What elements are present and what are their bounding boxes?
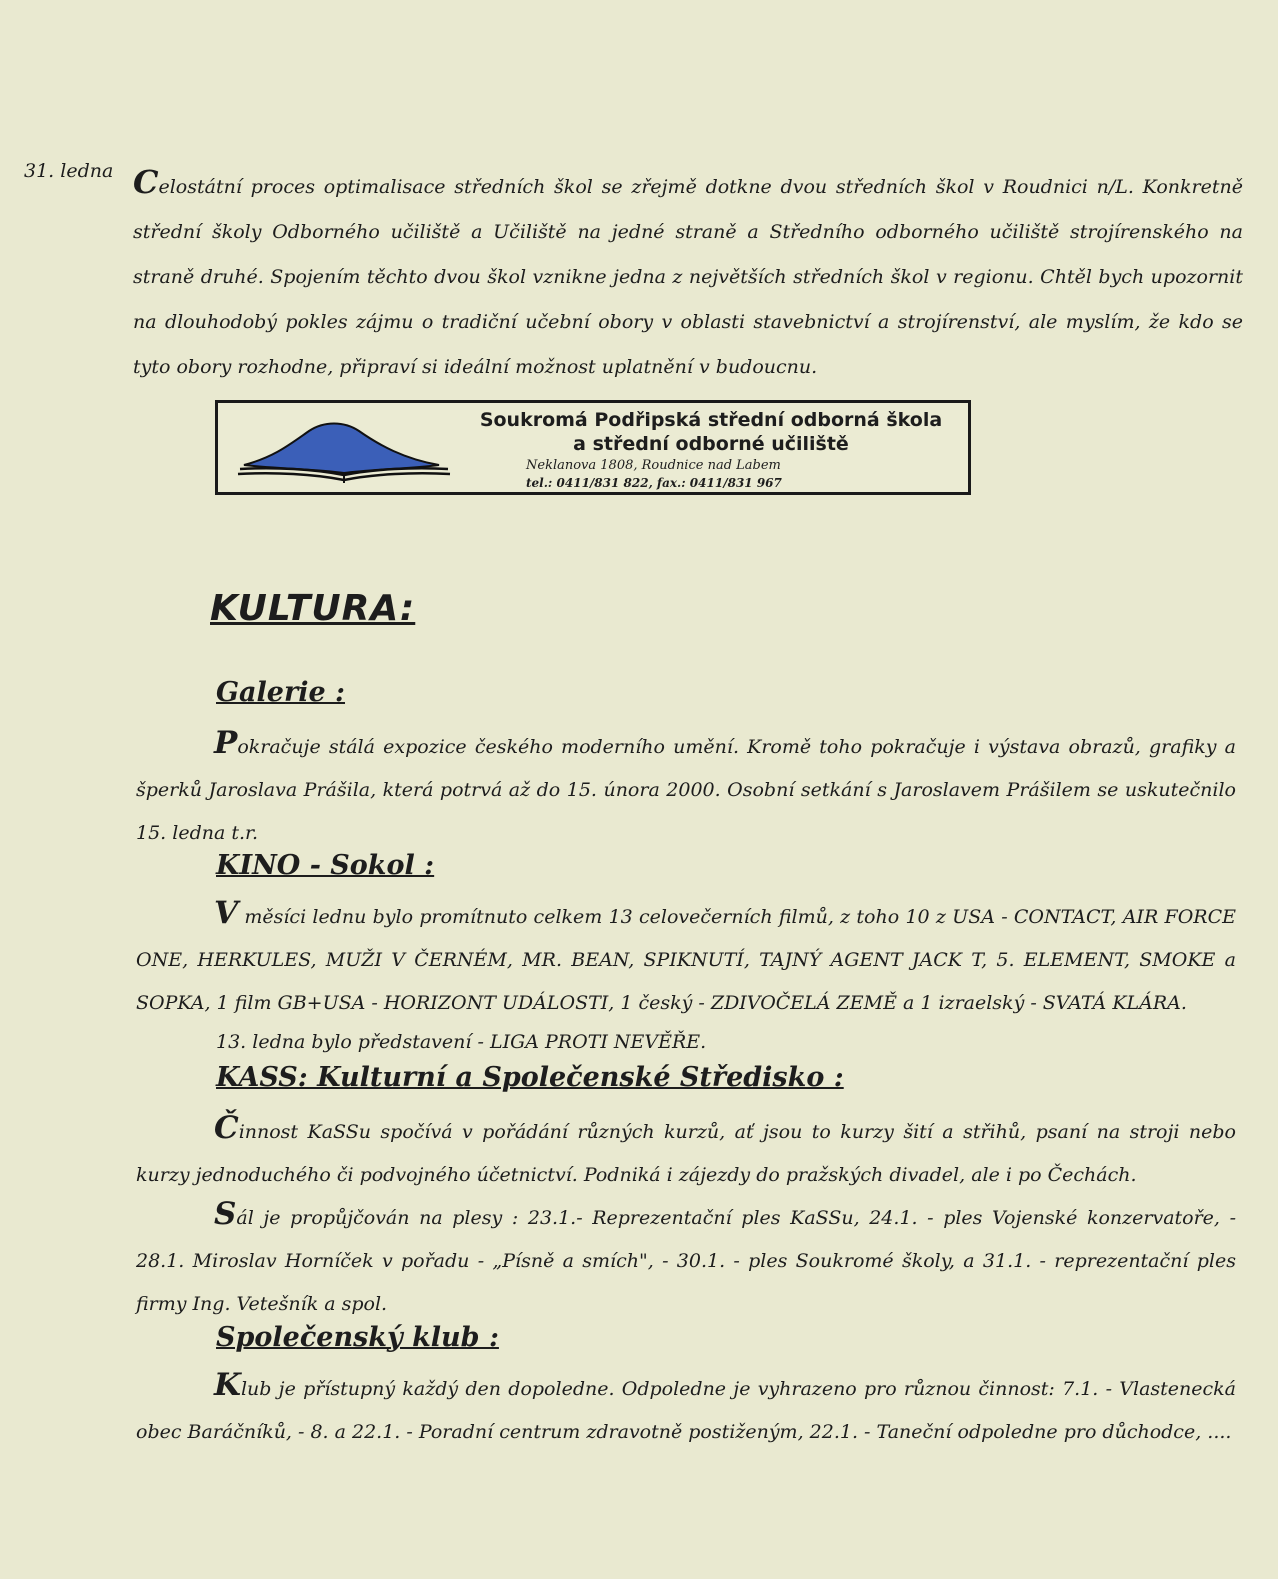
intro-text: elostátní proces optimalisace středních škol se zřejmě dotkne dvou středních škol v Roudnici n/L. Konkretně střední školy Odborného učiliště a Učiliště na jedné straně a Středního odborného učiliště strojírenského na straně druhé. Spojením těchto dvou škol vznikne jedna z největších středních škol v regionu. Chtěl bych upozornit na dlouhodobý pokles zájmu o tradiční učební obory v oblasti stavebnictví a strojírenství, ale myslím, že kdo se tyto obory rozhodne, připraví si ideální možnost uplatnění v budoucnu. [133, 176, 1243, 378]
klub-text: lub je přístupný každý den dopoledne. Odpoledne je vyhrazeno pro různou činnost: 7.1. - Vlastenecká obec Baráčníků, - 8. a 22.1. - Poradní centrum zdravotně postiženým, 22.1. - Taneční odpoledne pro důchodce, .... [136, 1378, 1236, 1443]
kino-dropcap: V [214, 895, 239, 931]
stamp-school-name: Soukromá Podřipská střední odborná škola [479, 409, 943, 431]
kino-text: měsíci lednu bylo promítnuto celkem 13 celovečerních filmů, z toho 10 z USA - CONTACT, AIR FORCE ONE, HERKULES, MUŽI V ČERNÉM, MR. BEAN, SPIKNUTÍ, TAJNÝ AGENT JACK T, 5. ELEMENT, SMOKE a SOPKA, 1 film GB+USA - HORIZONT UDÁLOSTI, 1 český - ZDIVOČELÁ ZEMĚ a 1 izraelský - SVATÁ KLÁRA. [136, 906, 1236, 1014]
intro-dropcap: C [133, 163, 159, 201]
kass-paragraph-1 [136, 1107, 1236, 1197]
kino-note: 13. ledna bylo představení - LIGA PROTI NEVĚŘE. [216, 1031, 707, 1053]
kass-text-2: ál je propůjčován na plesy : 23.1.- Reprezentační ples KaSSu, 24.1. - ples Vojenské konzervatoře, - 28.1. Miroslav Horníček v pořadu - „Písně a smích", - 30.1. - ples Soukromé školy, a 31.1. - reprezentační ples firmy Ing. Vetešník a spol. [136, 1207, 1236, 1315]
school-stamp [215, 400, 971, 495]
kino-paragraph [136, 892, 1236, 1025]
galerie-dropcap: P [214, 725, 238, 761]
kass-dropcap-1: Č [214, 1110, 239, 1146]
stamp-address: Neklanova 1808, Roudnice nad Labem [526, 458, 781, 473]
galerie-text: okračuje stálá expozice českého moderního umění. Kromě toho pokračuje i výstava obrazů, grafiky a šperků Jaroslava Prášila, která potrvá až do 15. února 2000. Osobní setkání s Jaroslavem Prášilem se uskutečnilo 15. ledna t.r. [136, 736, 1236, 844]
intro-paragraph [133, 160, 1243, 390]
open-book-logo-icon [234, 417, 454, 487]
heading-klub: Společenský klub : [216, 1322, 499, 1353]
klub-paragraph [136, 1364, 1236, 1454]
kass-dropcap-2: S [214, 1196, 237, 1232]
kass-text-1: innost KaSSu spočívá v pořádání různých kurzů, ať jsou to kurzy šití a střihů, psaní na stroji nebo kurzy jednoduchého či podvojného účetnictví. Podniká i zájezdy do pražských divadel, ale i po Čechách. [136, 1121, 1236, 1186]
stamp-phone: tel.: 0411/831 822, fax.: 0411/831 967 [526, 476, 782, 490]
heading-kultura: KULTURA: [210, 588, 416, 629]
heading-kino: KINO - Sokol : [216, 850, 435, 881]
klub-dropcap: K [214, 1367, 241, 1403]
galerie-paragraph [136, 722, 1236, 855]
kass-paragraph-2 [136, 1193, 1236, 1326]
heading-galerie: Galerie : [216, 677, 346, 708]
stamp-school-name-2: a střední odborné učiliště [573, 433, 849, 455]
heading-kass: KASS: Kulturní a Společenské Středisko : [216, 1062, 844, 1093]
date-note: 31. ledna [24, 160, 114, 182]
